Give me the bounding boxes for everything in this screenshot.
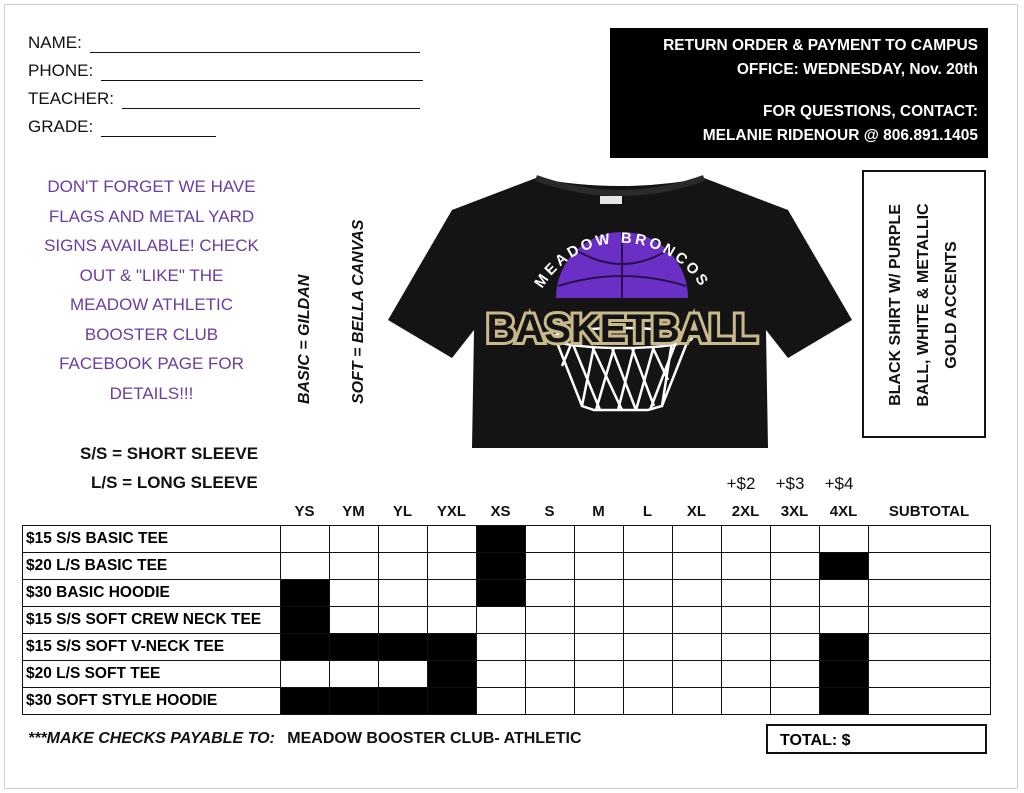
size-header-ys: YS (294, 503, 315, 520)
name-label: NAME: (28, 33, 82, 52)
quantity-cell[interactable] (722, 661, 771, 688)
quantity-cell[interactable] (771, 607, 820, 634)
quantity-cell[interactable] (575, 580, 624, 607)
surcharge-3xl: +$3 (775, 474, 805, 493)
quantity-cell[interactable] (722, 634, 771, 661)
arc-text: MEADOW BRONCOS (531, 229, 713, 292)
quantity-cell[interactable] (771, 526, 820, 553)
grade-line[interactable] (101, 122, 216, 137)
quantity-cell[interactable] (575, 526, 624, 553)
size-header-m: M (592, 503, 605, 520)
quantity-cell[interactable] (526, 580, 575, 607)
quantity-cell[interactable] (330, 526, 379, 553)
surcharge-2xl: +$2 (726, 474, 756, 493)
quantity-cell[interactable] (771, 580, 820, 607)
quantity-cell[interactable] (575, 661, 624, 688)
table-row (23, 607, 991, 634)
quantity-cell[interactable] (820, 580, 869, 607)
size-header-ym: YM (342, 503, 365, 520)
quantity-cell[interactable] (624, 688, 673, 715)
item-label: $15 S/S BASIC TEE (23, 526, 281, 553)
subtotal-cell[interactable] (869, 634, 991, 661)
unavailable-cell (820, 553, 869, 580)
quantity-cell[interactable] (722, 526, 771, 553)
item-label: $30 BASIC HOODIE (23, 580, 281, 607)
quantity-cell[interactable] (624, 607, 673, 634)
quantity-cell[interactable] (477, 688, 526, 715)
contact-line-1: FOR QUESTIONS, CONTACT: (763, 103, 978, 120)
tshirt-svg (386, 170, 854, 450)
legend-short-sleeve: S/S = SHORT SLEEVE (80, 444, 259, 463)
subtotal-cell[interactable] (869, 661, 991, 688)
payable-to: MEADOW BOOSTER CLUB- ATHLETIC (287, 730, 582, 747)
size-header-l: L (642, 503, 653, 520)
item-label: $15 S/S SOFT CREW NECK TEE (23, 607, 281, 634)
quantity-cell[interactable] (428, 580, 477, 607)
quantity-cell[interactable] (330, 580, 379, 607)
size-header-3xl: 3XL (780, 503, 809, 520)
quantity-cell[interactable] (526, 634, 575, 661)
unavailable-cell (477, 526, 526, 553)
table-row (23, 634, 991, 661)
basketball-title: BASKETBALL (486, 307, 758, 351)
quantity-cell[interactable] (526, 607, 575, 634)
subtotal-cell[interactable] (869, 553, 991, 580)
quantity-cell[interactable] (575, 634, 624, 661)
unavailable-cell (820, 661, 869, 688)
payable-prefix: ***MAKE CHECKS PAYABLE TO: (28, 730, 275, 747)
size-header-2xl: 2XL (731, 503, 760, 520)
subtotal-cell[interactable] (869, 688, 991, 715)
quantity-cell[interactable] (673, 688, 722, 715)
promo-line: DETAILS!!! (109, 383, 194, 403)
quantity-cell[interactable] (477, 607, 526, 634)
quantity-cell[interactable] (673, 607, 722, 634)
unavailable-cell (379, 634, 428, 661)
quantity-cell[interactable] (281, 661, 330, 688)
unavailable-cell (281, 607, 330, 634)
quantity-cell[interactable] (281, 553, 330, 580)
quantity-cell[interactable] (575, 553, 624, 580)
quantity-cell[interactable] (820, 607, 869, 634)
table-row (23, 526, 991, 553)
size-header-xs: XS (490, 503, 511, 520)
quantity-cell[interactable] (477, 661, 526, 688)
quantity-cell[interactable] (428, 526, 477, 553)
quantity-cell[interactable] (673, 661, 722, 688)
promo-line: SIGNS AVAILABLE! CHECK (44, 236, 259, 255)
description-line: BLACK SHIRT W/ PURPLE (887, 204, 904, 406)
quantity-cell[interactable] (722, 688, 771, 715)
unavailable-cell (820, 688, 869, 715)
unavailable-cell (428, 634, 477, 661)
return-info-box (610, 28, 988, 158)
subtotal-cell[interactable] (869, 526, 991, 553)
contact-line-2: MELANIE RIDENOUR @ 806.891.1405 (702, 127, 978, 144)
quantity-cell[interactable] (575, 688, 624, 715)
soft-brand-label: SOFT = BELLA CANVAS (350, 219, 367, 404)
promo-line: OUT & "LIKE" THE (79, 265, 224, 285)
item-label: $15 S/S SOFT V-NECK TEE (23, 634, 281, 661)
table-row (23, 661, 991, 688)
quantity-cell[interactable] (330, 607, 379, 634)
tshirt-image (386, 170, 854, 450)
teacher-line[interactable] (122, 94, 420, 109)
payable-note (28, 730, 582, 748)
quantity-cell[interactable] (428, 607, 477, 634)
subtotal-cell[interactable] (869, 607, 991, 634)
unavailable-cell (428, 661, 477, 688)
unavailable-cell (428, 688, 477, 715)
quantity-cell[interactable] (379, 580, 428, 607)
phone-label: PHONE: (28, 61, 94, 80)
quantity-cell[interactable] (673, 526, 722, 553)
grade-label: GRADE: (28, 117, 94, 136)
quantity-cell[interactable] (575, 607, 624, 634)
teacher-label: TEACHER: (28, 89, 114, 108)
quantity-cell[interactable] (673, 553, 722, 580)
quantity-cell[interactable] (526, 661, 575, 688)
size-header-4xl: 4XL (829, 503, 858, 520)
unavailable-cell (379, 688, 428, 715)
quantity-cell[interactable] (379, 661, 428, 688)
shirt-description-box (862, 170, 986, 438)
quantity-cell[interactable] (722, 580, 771, 607)
quantity-cell[interactable] (379, 607, 428, 634)
basic-brand-label: BASIC = GILDAN (296, 274, 313, 404)
grade-field[interactable] (28, 117, 216, 137)
table-row (23, 553, 991, 580)
quantity-cell[interactable] (526, 688, 575, 715)
unavailable-cell (820, 634, 869, 661)
quantity-cell[interactable] (379, 526, 428, 553)
quantity-cell[interactable] (624, 661, 673, 688)
quantity-cell[interactable] (477, 634, 526, 661)
size-header-yl: YL (392, 503, 413, 520)
subtotal-header: SUBTOTAL (888, 503, 970, 520)
promo-line: MEADOW ATHLETIC (69, 295, 234, 314)
quantity-cell[interactable] (330, 661, 379, 688)
quantity-cell[interactable] (379, 553, 428, 580)
quantity-cell[interactable] (526, 526, 575, 553)
phone-field[interactable] (28, 61, 423, 81)
quantity-cell[interactable] (281, 526, 330, 553)
table-row (23, 688, 991, 715)
quantity-cell[interactable] (428, 553, 477, 580)
return-line-2: OFFICE: WEDNESDAY, Nov. 20th (736, 61, 978, 78)
quantity-cell[interactable] (722, 553, 771, 580)
quantity-cell[interactable] (771, 688, 820, 715)
unavailable-cell (281, 634, 330, 661)
quantity-cell[interactable] (673, 580, 722, 607)
unavailable-cell (477, 553, 526, 580)
shirt-description (882, 185, 966, 425)
quantity-cell[interactable] (624, 634, 673, 661)
quantity-cell[interactable] (722, 607, 771, 634)
unavailable-cell (281, 580, 330, 607)
promo-line: DON'T FORGET WE HAVE (47, 177, 256, 196)
return-line-1: RETURN ORDER & PAYMENT TO CAMPUS (663, 37, 978, 54)
promo-line: FACEBOOK PAGE FOR (59, 354, 244, 373)
promo-text (24, 172, 279, 408)
tshirt-tag (600, 196, 622, 204)
quantity-cell[interactable] (624, 580, 673, 607)
unavailable-cell (330, 634, 379, 661)
quantity-cell[interactable] (673, 634, 722, 661)
name-field[interactable] (28, 33, 420, 53)
quantity-cell[interactable] (526, 553, 575, 580)
name-line[interactable] (90, 38, 420, 53)
quantity-cell[interactable] (624, 553, 673, 580)
promo-line: FLAGS AND METAL YARD (48, 206, 255, 226)
description-line: GOLD ACCENTS (943, 241, 960, 369)
legend-long-sleeve: L/S = LONG SLEEVE (91, 473, 258, 492)
phone-line[interactable] (101, 66, 423, 81)
item-label: $30 SOFT STYLE HOODIE (23, 688, 281, 715)
surcharge-4xl: +$4 (824, 474, 854, 493)
total-box[interactable] (766, 724, 987, 754)
item-label: $20 L/S BASIC TEE (23, 553, 281, 580)
size-header-xl: XL (686, 503, 707, 520)
promo-line: BOOSTER CLUB (84, 324, 219, 344)
unavailable-cell (330, 688, 379, 715)
subtotal-cell[interactable] (869, 580, 991, 607)
quantity-cell[interactable] (330, 553, 379, 580)
unavailable-cell (281, 688, 330, 715)
table-row (23, 580, 991, 607)
quantity-cell[interactable] (771, 634, 820, 661)
size-header-yxl: YXL (436, 503, 467, 520)
description-line: BALL, WHITE & METALLIC (915, 203, 932, 407)
quantity-cell[interactable] (624, 526, 673, 553)
item-label: $20 L/S SOFT TEE (23, 661, 281, 688)
size-header-s: S (544, 503, 555, 520)
quantity-cell[interactable] (771, 553, 820, 580)
quantity-cell[interactable] (771, 661, 820, 688)
total-label: TOTAL: $ (780, 732, 851, 749)
teacher-field[interactable] (28, 89, 420, 109)
order-table (22, 525, 991, 715)
unavailable-cell (477, 580, 526, 607)
quantity-cell[interactable] (820, 526, 869, 553)
